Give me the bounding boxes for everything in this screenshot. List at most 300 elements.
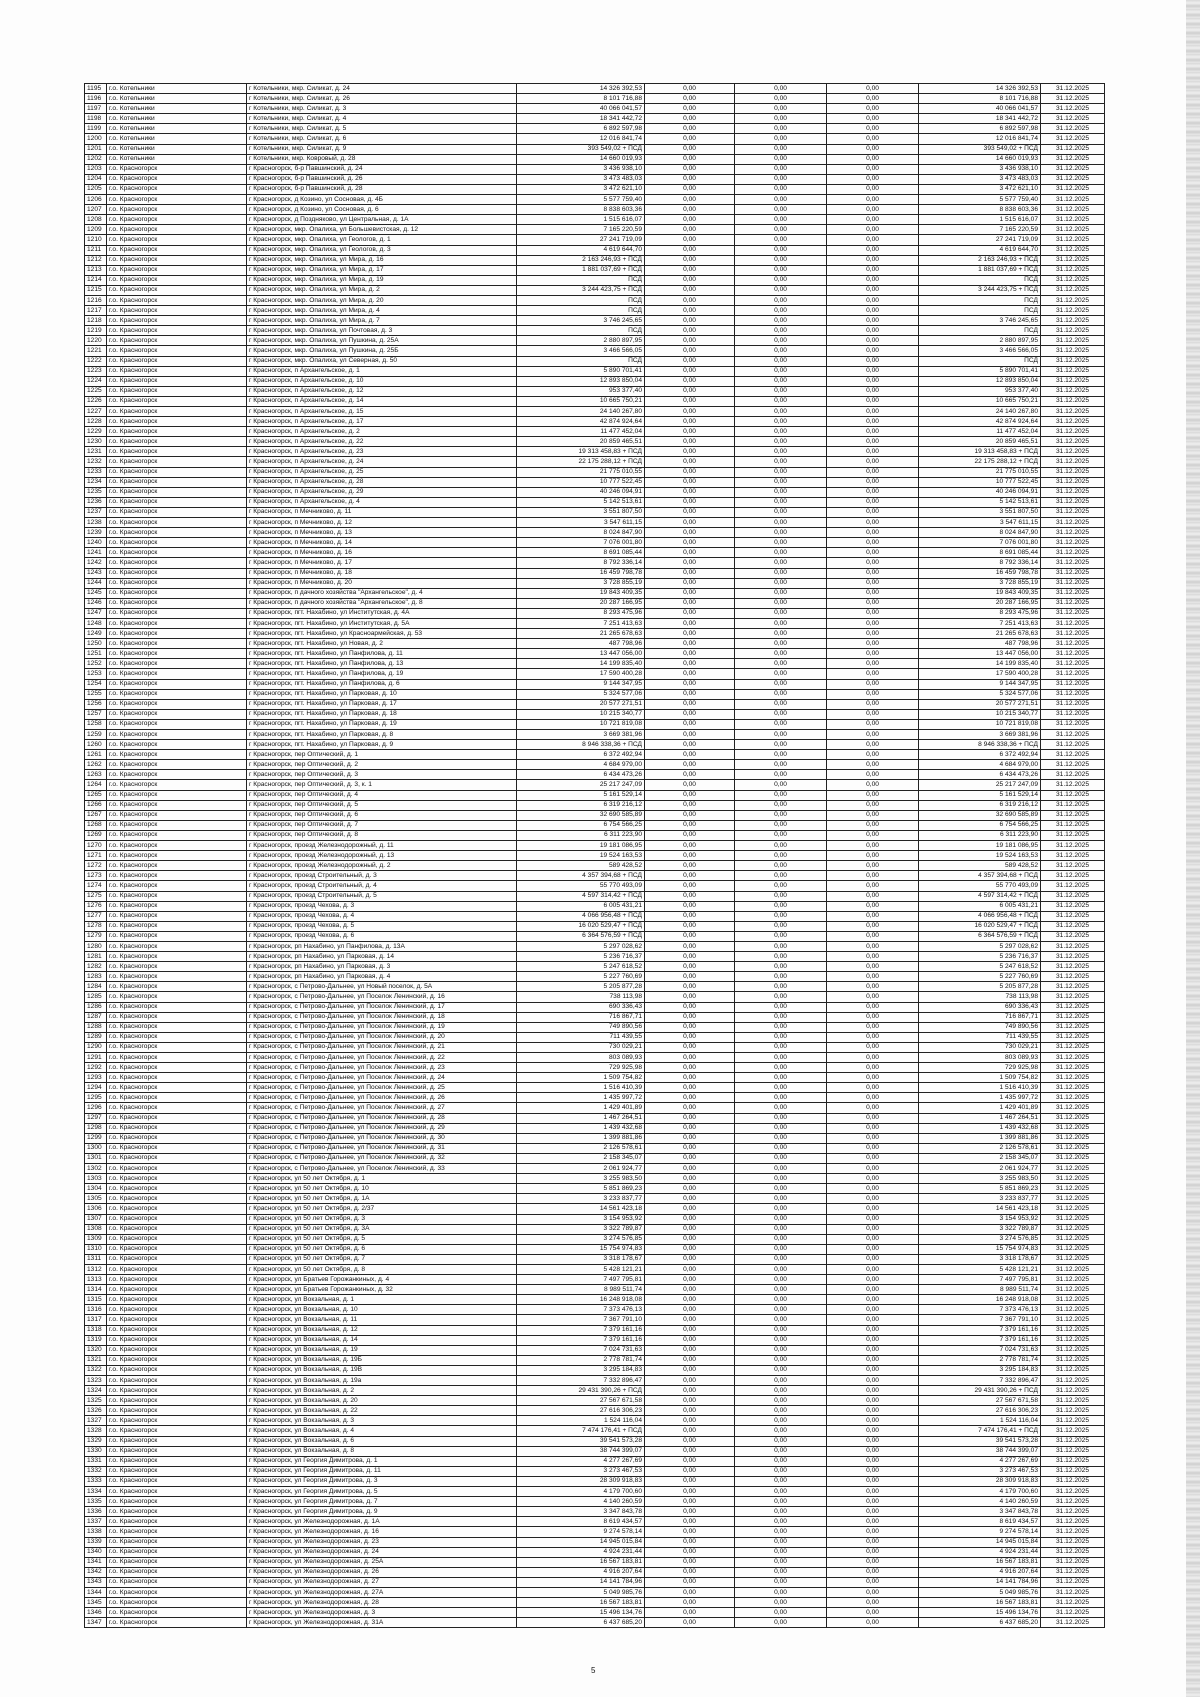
municipality-cell: г.о. Красногорск: [107, 1355, 247, 1365]
table-row: [85, 1396, 1105, 1406]
amount-col-4-cell: 0,00: [827, 1618, 919, 1628]
amount-col-4-cell: 0,00: [827, 931, 919, 941]
amount-total-cell: 3 347 843,78: [517, 1507, 645, 1517]
amount-col-2-cell: 0,00: [645, 1244, 735, 1254]
amount-col-3-cell: 0,00: [735, 1487, 827, 1497]
amount-final-cell: 2 880 897,95: [919, 336, 1041, 346]
amount-final-cell: 27 616 306,23: [919, 1406, 1041, 1416]
amount-col-2-cell: 0,00: [645, 618, 735, 628]
table-row: [85, 1264, 1105, 1274]
amount-col-4-cell: 0,00: [827, 1587, 919, 1597]
amount-col-4-cell: 0,00: [827, 861, 919, 871]
page-number: 5: [591, 1666, 596, 1675]
amount-col-2-cell: 0,00: [645, 366, 735, 376]
municipality-cell: г.о. Красногорск: [107, 598, 247, 608]
municipality-cell: г.о. Красногорск: [107, 679, 247, 689]
amount-total-cell: 8 691 085,44: [517, 548, 645, 558]
amount-final-cell: 17 590 400,28: [919, 669, 1041, 679]
row-number-cell: 1275: [85, 891, 107, 901]
amount-col-4-cell: 0,00: [827, 1396, 919, 1406]
municipality-cell: г.о. Красногорск: [107, 1194, 247, 1204]
amount-col-3-cell: 0,00: [735, 1355, 827, 1365]
amount-final-cell: 11 477 452,04: [919, 427, 1041, 437]
amount-col-4-cell: 0,00: [827, 1386, 919, 1396]
amount-col-3-cell: 0,00: [735, 366, 827, 376]
deadline-date-cell: 31.12.2025: [1041, 1264, 1105, 1274]
amount-col-4-cell: 0,00: [827, 921, 919, 931]
table-row: [85, 1315, 1105, 1325]
deadline-date-cell: 31.12.2025: [1041, 830, 1105, 840]
amount-col-2-cell: 0,00: [645, 972, 735, 982]
deadline-date-cell: 31.12.2025: [1041, 750, 1105, 760]
amount-col-4-cell: 0,00: [827, 356, 919, 366]
table-row: [85, 1103, 1105, 1113]
amount-final-cell: 15 754 974,83: [919, 1244, 1041, 1254]
amount-col-4-cell: 0,00: [827, 225, 919, 235]
amount-total-cell: 6 005 431,21: [517, 901, 645, 911]
deadline-date-cell: 31.12.2025: [1041, 164, 1105, 174]
row-number-cell: 1216: [85, 295, 107, 305]
amount-total-cell: 3 318 178,67: [517, 1254, 645, 1264]
address-cell: г Котельники, мкр. Ковровый, д. 28: [247, 154, 517, 164]
municipality-cell: г.о. Красногорск: [107, 457, 247, 467]
table-row: [85, 1376, 1105, 1386]
row-number-cell: 1200: [85, 134, 107, 144]
address-cell: г Красногорск, мкр. Опалиха, ул Пушкина, д. 25А: [247, 336, 517, 346]
table-row: [85, 447, 1105, 457]
table-row: [85, 1517, 1105, 1527]
table-row: [85, 1335, 1105, 1345]
municipality-cell: г.о. Красногорск: [107, 1113, 247, 1123]
address-cell: г Красногорск, рп Нахабино, ул Парковая, д. 3: [247, 962, 517, 972]
amount-final-cell: 1 881 037,69 + ПСД: [919, 265, 1041, 275]
row-number-cell: 1317: [85, 1315, 107, 1325]
municipality-cell: г.о. Красногорск: [107, 1517, 247, 1527]
amount-col-2-cell: 0,00: [645, 1214, 735, 1224]
deadline-date-cell: 31.12.2025: [1041, 1446, 1105, 1456]
row-number-cell: 1292: [85, 1063, 107, 1073]
municipality-cell: г.о. Красногорск: [107, 740, 247, 750]
deadline-date-cell: 31.12.2025: [1041, 649, 1105, 659]
row-number-cell: 1316: [85, 1305, 107, 1315]
amount-total-cell: 5 890 701,41: [517, 366, 645, 376]
row-number-cell: 1195: [85, 84, 107, 94]
amount-total-cell: 28 309 918,83: [517, 1476, 645, 1486]
amount-col-4-cell: 0,00: [827, 84, 919, 94]
amount-final-cell: 1 515 616,07: [919, 215, 1041, 225]
address-cell: г Красногорск, пгт. Нахабино, ул Институтская, д. 5А: [247, 618, 517, 628]
amount-final-cell: ПСД: [919, 295, 1041, 305]
amount-col-2-cell: 0,00: [645, 356, 735, 366]
amount-col-4-cell: 0,00: [827, 649, 919, 659]
amount-total-cell: 38 744 399,07: [517, 1446, 645, 1456]
amount-col-3-cell: 0,00: [735, 1063, 827, 1073]
municipality-cell: г.о. Красногорск: [107, 497, 247, 507]
amount-col-2-cell: 0,00: [645, 1153, 735, 1163]
amount-final-cell: 4 619 644,70: [919, 245, 1041, 255]
deadline-date-cell: 31.12.2025: [1041, 1305, 1105, 1315]
table-row: [85, 1305, 1105, 1315]
amount-col-2-cell: 0,00: [645, 1184, 735, 1194]
deadline-date-cell: 31.12.2025: [1041, 871, 1105, 881]
amount-final-cell: 14 199 835,40: [919, 659, 1041, 669]
amount-col-4-cell: 0,00: [827, 507, 919, 517]
table-row: [85, 538, 1105, 548]
address-cell: г Красногорск, п дачного хозяйства "Архангельское", д. 4: [247, 588, 517, 598]
row-number-cell: 1234: [85, 477, 107, 487]
table-row: [85, 1194, 1105, 1204]
amount-col-2-cell: 0,00: [645, 881, 735, 891]
deadline-date-cell: 31.12.2025: [1041, 548, 1105, 558]
amount-col-2-cell: 0,00: [645, 1598, 735, 1608]
amount-final-cell: 16 567 183,81: [919, 1598, 1041, 1608]
municipality-cell: г.о. Красногорск: [107, 1295, 247, 1305]
row-number-cell: 1260: [85, 740, 107, 750]
row-number-cell: 1264: [85, 780, 107, 790]
address-cell: г Красногорск, с Петрово-Дальнее, ул Поселок Ленинский, д. 25: [247, 1083, 517, 1093]
row-number-cell: 1205: [85, 184, 107, 194]
row-number-cell: 1268: [85, 820, 107, 830]
table-row: [85, 1063, 1105, 1073]
amount-col-3-cell: 0,00: [735, 1153, 827, 1163]
deadline-date-cell: 31.12.2025: [1041, 1608, 1105, 1618]
municipality-cell: г.о. Красногорск: [107, 1608, 247, 1618]
amount-col-4-cell: 0,00: [827, 820, 919, 830]
amount-col-3-cell: 0,00: [735, 407, 827, 417]
deadline-date-cell: 31.12.2025: [1041, 366, 1105, 376]
amount-col-2-cell: 0,00: [645, 1396, 735, 1406]
amount-final-cell: 4 357 394,68 + ПСД: [919, 871, 1041, 881]
amount-col-4-cell: 0,00: [827, 548, 919, 558]
amount-col-4-cell: 0,00: [827, 316, 919, 326]
amount-col-4-cell: 0,00: [827, 1345, 919, 1355]
amount-col-4-cell: 0,00: [827, 962, 919, 972]
address-cell: г Красногорск, проезд Железнодорожный, д. 2: [247, 861, 517, 871]
address-cell: г Красногорск, ул Вокзальная, д. 19В: [247, 1365, 517, 1375]
row-number-cell: 1278: [85, 921, 107, 931]
municipality-cell: г.о. Красногорск: [107, 699, 247, 709]
amount-col-4-cell: 0,00: [827, 669, 919, 679]
table-row: [85, 134, 1105, 144]
amount-col-2-cell: 0,00: [645, 820, 735, 830]
address-cell: г Красногорск, мкр. Опалиха, ул Мира, д. 17: [247, 265, 517, 275]
amount-final-cell: 10 777 522,45: [919, 477, 1041, 487]
municipality-cell: г.о. Красногорск: [107, 225, 247, 235]
municipality-cell: г.о. Красногорск: [107, 174, 247, 184]
amount-final-cell: 20 859 465,51: [919, 437, 1041, 447]
row-number-cell: 1263: [85, 770, 107, 780]
address-cell: г Красногорск, пгт. Нахабино, ул Парковая, д. 8: [247, 730, 517, 740]
amount-final-cell: 1 516 410,39: [919, 1083, 1041, 1093]
amount-final-cell: 3 244 423,75 + ПСД: [919, 285, 1041, 295]
amount-final-cell: 16 459 798,78: [919, 568, 1041, 578]
amount-col-4-cell: 0,00: [827, 447, 919, 457]
municipality-cell: г.о. Красногорск: [107, 861, 247, 871]
amount-final-cell: 10 721 819,08: [919, 719, 1041, 729]
deadline-date-cell: 31.12.2025: [1041, 528, 1105, 538]
address-cell: г Красногорск, с Петрово-Дальнее, ул Поселок Ленинский, д. 21: [247, 1042, 517, 1052]
amount-col-4-cell: 0,00: [827, 285, 919, 295]
municipality-cell: г.о. Красногорск: [107, 245, 247, 255]
amount-col-4-cell: 0,00: [827, 1153, 919, 1163]
amount-total-cell: 1 435 997,72: [517, 1093, 645, 1103]
row-number-cell: 1306: [85, 1204, 107, 1214]
address-cell: г Красногорск, ул 50 лет Октября, д. 2/37: [247, 1204, 517, 1214]
table-row: [85, 1143, 1105, 1153]
amount-col-4-cell: 0,00: [827, 588, 919, 598]
amount-col-3-cell: 0,00: [735, 1275, 827, 1285]
address-cell: г Красногорск, с Петрово-Дальнее, ул Поселок Ленинский, д. 33: [247, 1164, 517, 1174]
address-cell: г Красногорск, мкр. Опалиха, ул Мира, д. 4: [247, 306, 517, 316]
row-number-cell: 1280: [85, 941, 107, 951]
amount-col-2-cell: 0,00: [645, 1113, 735, 1123]
deadline-date-cell: 31.12.2025: [1041, 1325, 1105, 1335]
row-number-cell: 1339: [85, 1537, 107, 1547]
amount-col-3-cell: 0,00: [735, 1507, 827, 1517]
amount-total-cell: 5 324 577,06: [517, 689, 645, 699]
amount-col-3-cell: 0,00: [735, 1598, 827, 1608]
deadline-date-cell: 31.12.2025: [1041, 427, 1105, 437]
amount-total-cell: 19 313 458,83 + ПСД: [517, 447, 645, 457]
amount-final-cell: 1 509 754,82: [919, 1073, 1041, 1083]
amount-total-cell: 16 567 183,81: [517, 1598, 645, 1608]
amount-final-cell: 27 241 719,09: [919, 235, 1041, 245]
deadline-date-cell: 31.12.2025: [1041, 1184, 1105, 1194]
table-row: [85, 618, 1105, 628]
address-cell: г Красногорск, с Петрово-Дальнее, ул Поселок Ленинский, д. 22: [247, 1053, 517, 1063]
amount-col-4-cell: 0,00: [827, 1355, 919, 1365]
amount-col-2-cell: 0,00: [645, 760, 735, 770]
deadline-date-cell: 31.12.2025: [1041, 184, 1105, 194]
amount-col-3-cell: 0,00: [735, 1002, 827, 1012]
municipality-cell: г.о. Красногорск: [107, 417, 247, 427]
amount-total-cell: 14 945 015,84: [517, 1537, 645, 1547]
deadline-date-cell: 31.12.2025: [1041, 84, 1105, 94]
municipality-cell: г.о. Красногорск: [107, 1426, 247, 1436]
table-row: [85, 1133, 1105, 1143]
amount-col-4-cell: 0,00: [827, 891, 919, 901]
row-number-cell: 1196: [85, 94, 107, 104]
amount-col-3-cell: 0,00: [735, 1376, 827, 1386]
deadline-date-cell: 31.12.2025: [1041, 1022, 1105, 1032]
amount-total-cell: 19 524 163,53: [517, 851, 645, 861]
municipality-cell: г.о. Красногорск: [107, 1063, 247, 1073]
municipality-cell: г.о. Красногорск: [107, 649, 247, 659]
deadline-date-cell: 31.12.2025: [1041, 941, 1105, 951]
address-cell: г Красногорск, с Петрово-Дальнее, ул Поселок Ленинский, д. 16: [247, 992, 517, 1002]
deadline-date-cell: 31.12.2025: [1041, 992, 1105, 1002]
amount-col-2-cell: 0,00: [645, 265, 735, 275]
deadline-date-cell: 31.12.2025: [1041, 275, 1105, 285]
address-cell: г Красногорск, ул 50 лет Октября, д. 8: [247, 1264, 517, 1274]
amount-col-3-cell: 0,00: [735, 972, 827, 982]
deadline-date-cell: 31.12.2025: [1041, 1618, 1105, 1628]
amount-col-4-cell: 0,00: [827, 760, 919, 770]
amount-total-cell: 8 838 603,36: [517, 205, 645, 215]
address-cell: г Красногорск, мкр. Опалиха, ул Геологов, д. 1: [247, 235, 517, 245]
amount-total-cell: ПСД: [517, 275, 645, 285]
deadline-date-cell: 31.12.2025: [1041, 669, 1105, 679]
amount-col-2-cell: 0,00: [645, 1174, 735, 1184]
deadline-date-cell: 31.12.2025: [1041, 376, 1105, 386]
amount-total-cell: 3 295 184,83: [517, 1365, 645, 1375]
amount-final-cell: 55 770 493,09: [919, 881, 1041, 891]
amount-total-cell: 6 437 685,20: [517, 1618, 645, 1628]
amount-total-cell: 14 326 392,53: [517, 84, 645, 94]
deadline-date-cell: 31.12.2025: [1041, 134, 1105, 144]
amount-total-cell: 10 665 750,21: [517, 396, 645, 406]
amount-col-4-cell: 0,00: [827, 699, 919, 709]
address-cell: г Красногорск, ул 50 лет Октября, д. 10: [247, 1184, 517, 1194]
amount-col-2-cell: 0,00: [645, 225, 735, 235]
amount-col-2-cell: 0,00: [645, 447, 735, 457]
row-number-cell: 1302: [85, 1164, 107, 1174]
amount-col-2-cell: 0,00: [645, 1345, 735, 1355]
deadline-date-cell: 31.12.2025: [1041, 154, 1105, 164]
municipality-cell: г.о. Красногорск: [107, 1537, 247, 1547]
amount-col-4-cell: 0,00: [827, 1174, 919, 1184]
amount-total-cell: 3 436 938,10: [517, 164, 645, 174]
amount-total-cell: 3 154 953,92: [517, 1214, 645, 1224]
amount-final-cell: 16 567 183,81: [919, 1557, 1041, 1567]
row-number-cell: 1217: [85, 306, 107, 316]
municipality-cell: г.о. Красногорск: [107, 629, 247, 639]
row-number-cell: 1202: [85, 154, 107, 164]
amount-col-2-cell: 0,00: [645, 851, 735, 861]
deadline-date-cell: 31.12.2025: [1041, 709, 1105, 719]
row-number-cell: 1267: [85, 810, 107, 820]
row-number-cell: 1232: [85, 457, 107, 467]
row-number-cell: 1225: [85, 386, 107, 396]
row-number-cell: 1294: [85, 1083, 107, 1093]
amount-col-3-cell: 0,00: [735, 275, 827, 285]
deadline-date-cell: 31.12.2025: [1041, 982, 1105, 992]
amount-col-3-cell: 0,00: [735, 800, 827, 810]
deadline-date-cell: 31.12.2025: [1041, 346, 1105, 356]
address-cell: г Красногорск, пер Оптический, д. 6: [247, 810, 517, 820]
amount-final-cell: 21 265 678,63: [919, 629, 1041, 639]
amount-col-4-cell: 0,00: [827, 417, 919, 427]
deadline-date-cell: 31.12.2025: [1041, 881, 1105, 891]
row-number-cell: 1214: [85, 275, 107, 285]
amount-col-4-cell: 0,00: [827, 1416, 919, 1426]
amount-col-2-cell: 0,00: [645, 538, 735, 548]
address-cell: г Красногорск, ул 50 лет Октября, д. 1А: [247, 1194, 517, 1204]
municipality-cell: г.о. Красногорск: [107, 881, 247, 891]
amount-total-cell: ПСД: [517, 356, 645, 366]
amount-final-cell: 1 435 997,72: [919, 1093, 1041, 1103]
amount-total-cell: ПСД: [517, 295, 645, 305]
table-row: [85, 1113, 1105, 1123]
amount-col-4-cell: 0,00: [827, 1325, 919, 1335]
municipality-cell: г.о. Красногорск: [107, 618, 247, 628]
amount-final-cell: 729 925,98: [919, 1063, 1041, 1073]
amount-col-2-cell: 0,00: [645, 1517, 735, 1527]
amount-final-cell: 7 379 161,16: [919, 1335, 1041, 1345]
amount-final-cell: 5 324 577,06: [919, 689, 1041, 699]
address-cell: г Красногорск, пер Оптический, д. 8: [247, 830, 517, 840]
row-number-cell: 1251: [85, 649, 107, 659]
registry-table-body: [85, 84, 1105, 1628]
address-cell: г Красногорск, ул Вокзальная, д. 19: [247, 1345, 517, 1355]
deadline-date-cell: 31.12.2025: [1041, 1355, 1105, 1365]
amount-total-cell: 2 158 345,07: [517, 1153, 645, 1163]
amount-col-3-cell: 0,00: [735, 467, 827, 477]
amount-col-2-cell: 0,00: [645, 1355, 735, 1365]
municipality-cell: г.о. Красногорск: [107, 952, 247, 962]
amount-total-cell: 3 728 855,19: [517, 578, 645, 588]
address-cell: г Красногорск, пгт. Нахабино, ул Панфилова, д. 11: [247, 649, 517, 659]
amount-col-4-cell: 0,00: [827, 1254, 919, 1264]
deadline-date-cell: 31.12.2025: [1041, 457, 1105, 467]
amount-col-4-cell: 0,00: [827, 245, 919, 255]
municipality-cell: г.о. Красногорск: [107, 871, 247, 881]
address-cell: г Красногорск, ул Братьев Горожанкиных, д. 4: [247, 1275, 517, 1285]
table-row: [85, 1285, 1105, 1295]
table-row: [85, 1254, 1105, 1264]
amount-col-2-cell: 0,00: [645, 558, 735, 568]
row-number-cell: 1240: [85, 538, 107, 548]
municipality-cell: г.о. Красногорск: [107, 588, 247, 598]
amount-total-cell: 5 236 716,37: [517, 952, 645, 962]
municipality-cell: г.о. Красногорск: [107, 215, 247, 225]
deadline-date-cell: 31.12.2025: [1041, 1376, 1105, 1386]
amount-col-4-cell: 0,00: [827, 184, 919, 194]
amount-col-2-cell: 0,00: [645, 750, 735, 760]
amount-col-3-cell: 0,00: [735, 1567, 827, 1577]
address-cell: г Красногорск, п Мечниково, д. 13: [247, 528, 517, 538]
table-row: [85, 1466, 1105, 1476]
municipality-cell: г.о. Красногорск: [107, 164, 247, 174]
row-number-cell: 1320: [85, 1345, 107, 1355]
deadline-date-cell: 31.12.2025: [1041, 679, 1105, 689]
amount-col-4-cell: 0,00: [827, 386, 919, 396]
amount-col-4-cell: 0,00: [827, 608, 919, 618]
amount-final-cell: 1 524 116,04: [919, 1416, 1041, 1426]
address-cell: г Красногорск, ул Вокзальная, д. 1: [247, 1295, 517, 1305]
table-row: [85, 598, 1105, 608]
amount-col-2-cell: 0,00: [645, 295, 735, 305]
table-row: [85, 911, 1105, 921]
amount-col-4-cell: 0,00: [827, 538, 919, 548]
amount-col-4-cell: 0,00: [827, 467, 919, 477]
amount-col-4-cell: 0,00: [827, 1133, 919, 1143]
registry-table: [84, 83, 1105, 1628]
amount-col-4-cell: 0,00: [827, 679, 919, 689]
amount-final-cell: 6 437 685,20: [919, 1618, 1041, 1628]
municipality-cell: г.о. Красногорск: [107, 1022, 247, 1032]
amount-col-3-cell: 0,00: [735, 810, 827, 820]
address-cell: г Красногорск, ул Вокзальная, д. 4: [247, 1426, 517, 1436]
deadline-date-cell: 31.12.2025: [1041, 407, 1105, 417]
amount-col-2-cell: 0,00: [645, 598, 735, 608]
amount-col-2-cell: 0,00: [645, 94, 735, 104]
row-number-cell: 1231: [85, 447, 107, 457]
amount-final-cell: 3 436 938,10: [919, 164, 1041, 174]
deadline-date-cell: 31.12.2025: [1041, 1032, 1105, 1042]
municipality-cell: г.о. Красногорск: [107, 518, 247, 528]
scan-edge-shadow: [1186, 0, 1200, 1697]
amount-col-2-cell: 0,00: [645, 911, 735, 921]
amount-final-cell: 7 076 001,80: [919, 538, 1041, 548]
amount-col-4-cell: 0,00: [827, 215, 919, 225]
row-number-cell: 1201: [85, 144, 107, 154]
amount-col-3-cell: 0,00: [735, 538, 827, 548]
amount-col-3-cell: 0,00: [735, 750, 827, 760]
address-cell: г Красногорск, пер Оптический, д. 3, к. 1: [247, 780, 517, 790]
amount-total-cell: 8 101 716,88: [517, 94, 645, 104]
amount-col-3-cell: 0,00: [735, 1618, 827, 1628]
